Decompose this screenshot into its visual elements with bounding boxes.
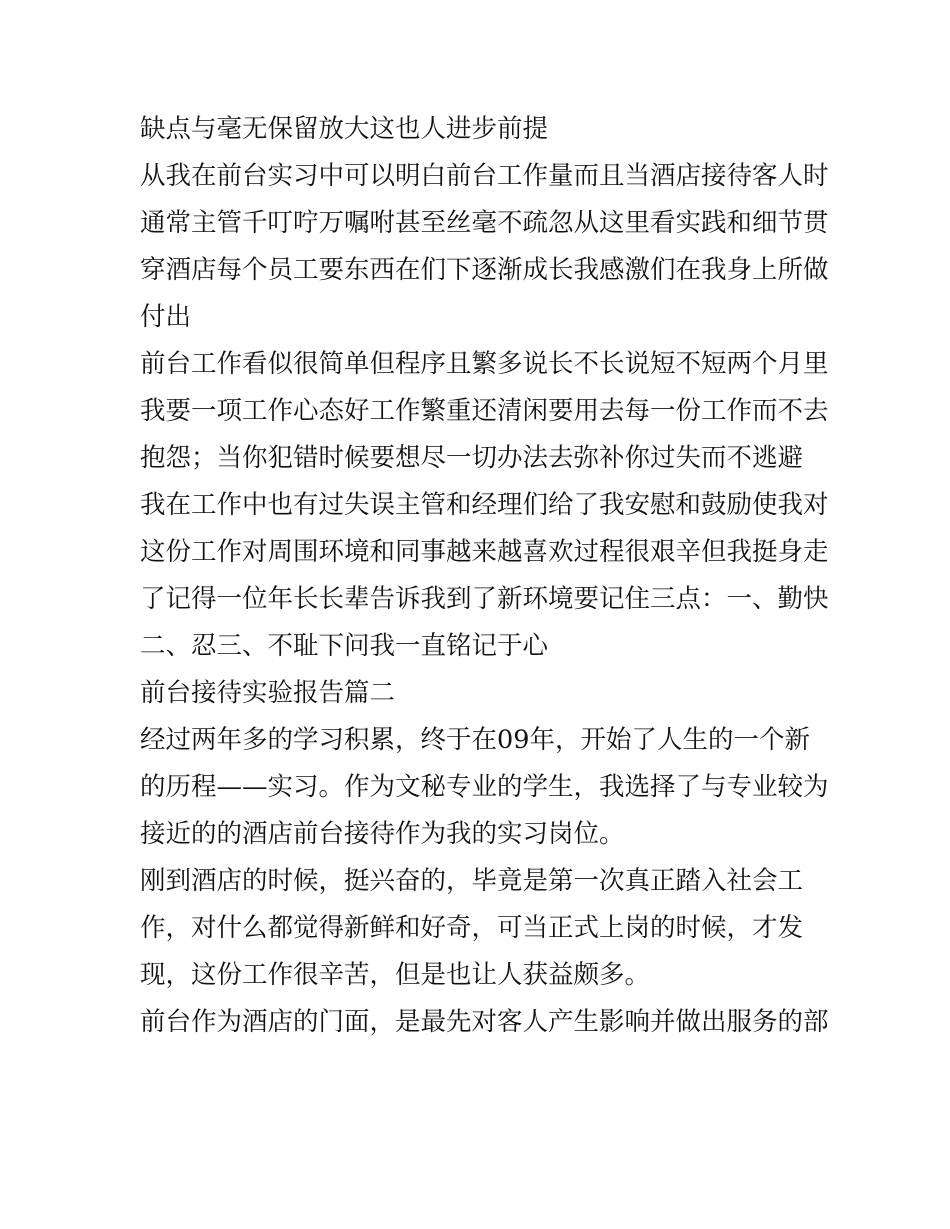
text-line: 这份工作对周围环境和同事越来越喜欢过程很艰辛但我挺身走 [140, 537, 829, 567]
text-line: 作，对什么都觉得新鲜和好奇，可当正式上岗的时候，才发 [140, 913, 804, 943]
text-line: 二、忍三、不耻下问我一直铭记于心 [140, 631, 549, 661]
text-line: 我在工作中也有过失误主管和经理们给了我安慰和鼓励使我对 [140, 490, 829, 520]
text-line: 前台工作看似很简单但程序且繁多说长不长说短不短两个月里 [140, 349, 829, 379]
text-line: 经过两年多的学习积累，终于在09年，开始了人生的一个新 [140, 725, 810, 755]
text-line: 缺点与毫无保留放大这也人进步前提 [140, 114, 549, 144]
text-line: 付出 [140, 302, 192, 332]
text-line: 前台作为酒店的门面，是最先对客人产生影响并做出服务的部 [140, 1007, 829, 1037]
text-line: 穿酒店每个员工要东西在们下逐渐成长我感激们在我身上所做 [140, 255, 829, 285]
text-line: 通常主管千叮咛万嘱咐甚至丝毫不疏忽从这里看实践和细节贯 [140, 208, 829, 238]
text-line: 现，这份工作很辛苦，但是也让人获益颇多。 [140, 960, 651, 990]
text-line: 我要一项工作心态好工作繁重还清闲要用去每一份工作而不去 [140, 396, 829, 426]
text-line: 了记得一位年长长辈告诉我到了新环境要记住三点：一、勤快 [140, 584, 829, 614]
text-line: 抱怨；当你犯错时候要想尽一切办法去弥补你过失而不逃避 [140, 443, 804, 473]
text-line: 的历程——实习。作为文秘专业的学生，我选择了与专业较为 [140, 772, 829, 802]
text-line: 接近的的酒店前台接待作为我的实习岗位。 [140, 819, 625, 849]
text-line: 从我在前台实习中可以明白前台工作量而且当酒店接待客人时 [140, 161, 829, 191]
text-line: 刚到酒店的时候，挺兴奋的，毕竟是第一次真正踏入社会工 [140, 866, 804, 896]
document-body [140, 106, 829, 1046]
section-heading: 前台接待实验报告篇二 [140, 678, 396, 708]
